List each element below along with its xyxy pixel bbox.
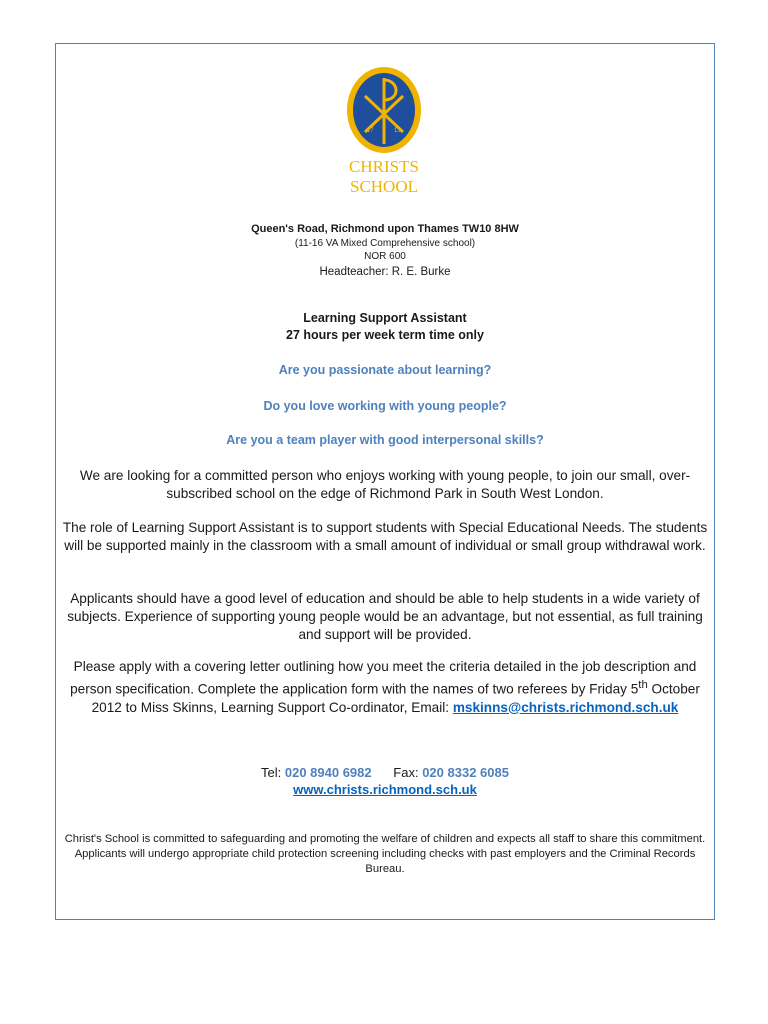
job-title: Learning Support Assistant bbox=[303, 311, 467, 325]
fax-number[interactable]: 020 8332 6085 bbox=[422, 765, 509, 780]
paragraph-requirements: Applicants should have a good level of education and should be able to help students in a wide variety of subjects. Experience of supporting young people would be an advantage, but not essential, as full training and support will be provided. bbox=[67, 591, 703, 642]
school-nor: NOR 600 bbox=[364, 251, 406, 262]
paragraph-role: The role of Learning Support Assistant is to support students with Special Educational Needs. The students will be supported mainly in the classroom with a small amount of individual or small group withdrawal work. bbox=[62, 520, 708, 553]
website-link[interactable]: www.christs.richmond.sch.uk bbox=[293, 782, 477, 797]
apply-superscript: th bbox=[638, 679, 648, 691]
safeguarding-statement: Christ's School is committed to safeguarding and promoting the welfare of children and expects all staff to share this commitment. Applicants will undergo appropriate child protection screening including checks with past employers and the Criminal Records Bureau. bbox=[64, 833, 706, 875]
headteacher: Headteacher: R. E. Burke bbox=[319, 266, 451, 278]
paragraph-apply bbox=[60, 658, 710, 717]
fax-label: Fax: bbox=[393, 765, 423, 780]
paragraph-intro: We are looking for a committed person who enjoys working with young people, to join our small, over-subscribed school on the edge of Richmond Park in South West London. bbox=[79, 468, 691, 501]
question-1: Are you passionate about learning? bbox=[278, 363, 492, 377]
apply-text-1: Please apply with a covering letter outlining how you meet the criteria detailed in the job description and person specification. Complete the application form with the names of two referees by Friday 5 bbox=[70, 659, 697, 697]
school-type: (11-16 VA Mixed Comprehensive school) bbox=[294, 238, 476, 249]
logo-line2: SCHOOL bbox=[349, 177, 419, 196]
tel-label: Tel: bbox=[261, 765, 285, 780]
website-line bbox=[60, 782, 710, 797]
email-link[interactable]: mskinns@christs.richmond.sch.uk bbox=[452, 699, 679, 715]
apply-text-2: October 2012 to Miss Skinns, Learning Support Co-ordinator, Email: bbox=[91, 681, 700, 715]
school-logo bbox=[345, 66, 423, 198]
school-address: Queen's Road, Richmond upon Thames TW10 8HW bbox=[251, 223, 519, 235]
question-2: Do you love working with young people? bbox=[263, 399, 507, 413]
contact-line bbox=[60, 764, 710, 782]
logo-left-number: 17 bbox=[367, 128, 374, 134]
logo-right-number: 13 bbox=[394, 128, 401, 134]
question-3: Are you a team player with good interpersonal skills? bbox=[226, 433, 544, 447]
logo-line1: CHRISTS bbox=[349, 157, 419, 176]
tel-number[interactable]: 020 8940 6982 bbox=[284, 765, 372, 780]
job-hours: 27 hours per week term time only bbox=[286, 328, 484, 342]
